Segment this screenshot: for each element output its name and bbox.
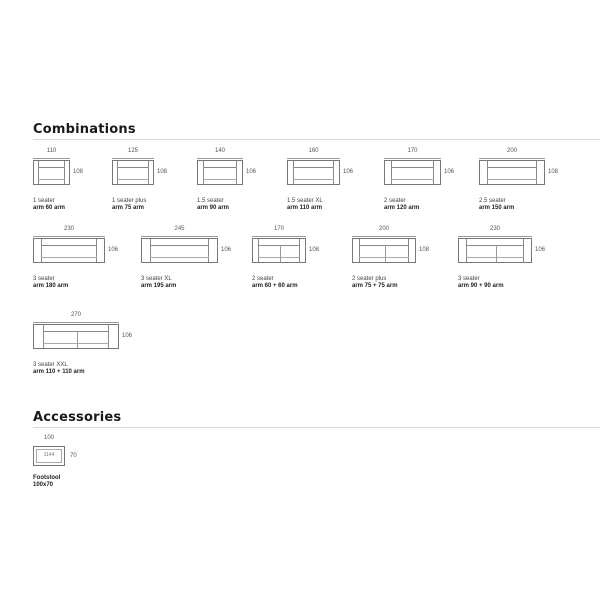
arm-configuration: arm 180 arm xyxy=(33,283,69,289)
sofa-plan-drawing xyxy=(252,238,306,263)
arm-configuration: arm 150 arm xyxy=(479,205,515,211)
seat-front-edge xyxy=(293,179,334,180)
arm-configuration: arm 195 arm xyxy=(141,283,177,289)
accessory-name: Footstool xyxy=(33,475,61,481)
backrest xyxy=(150,239,209,246)
width-dimension: 230 xyxy=(63,226,74,232)
depth-dimension: 106 xyxy=(343,168,354,175)
depth-dimension: 106 xyxy=(535,246,546,253)
right-arm xyxy=(433,161,440,184)
depth-dimension: 108 xyxy=(157,168,168,175)
backrest xyxy=(43,325,109,332)
combination-name: 1.5 seater XL xyxy=(287,198,323,204)
width-dimension-line xyxy=(287,158,340,159)
combination-name: 3 seater XL xyxy=(141,276,172,282)
sofa-plan-drawing xyxy=(197,160,243,185)
right-arm xyxy=(536,161,544,184)
sofa-plan-drawing xyxy=(384,160,441,185)
seat-divider xyxy=(496,245,497,262)
width-dimension-line xyxy=(384,158,441,159)
combination-name: 2 seater xyxy=(252,276,274,282)
right-arm xyxy=(108,325,118,348)
depth-dimension: 106 xyxy=(246,168,257,175)
combination-name: 3 seater xyxy=(33,276,55,282)
backrest xyxy=(391,161,434,168)
width-dimension-line xyxy=(141,236,218,237)
seat-front-edge xyxy=(43,343,109,344)
width-dimension: 100 xyxy=(43,435,54,441)
depth-dimension: 106 xyxy=(444,168,455,175)
sofa-plan-drawing xyxy=(479,160,545,185)
right-arm xyxy=(523,239,531,262)
arm-configuration: arm 90 arm xyxy=(197,205,230,211)
depth-dimension: 106 xyxy=(221,246,232,253)
width-dimension: 270 xyxy=(70,312,81,318)
accessory-size: 100x70 xyxy=(33,482,54,488)
backrest xyxy=(258,239,300,246)
width-dimension-line xyxy=(458,236,532,237)
seat-divider xyxy=(280,245,281,262)
depth-dimension: 108 xyxy=(309,246,320,253)
width-dimension-line xyxy=(112,158,154,159)
width-dimension: 200 xyxy=(506,148,517,154)
sofa-plan-drawing xyxy=(287,160,340,185)
combinations-divider xyxy=(33,139,600,140)
seat-divider xyxy=(385,245,386,262)
arm-configuration: arm 90 + 90 arm xyxy=(458,283,504,289)
arm-configuration: arm 75 + 75 arm xyxy=(352,283,398,289)
seat-front-edge xyxy=(391,179,434,180)
accessories-title: Accessories xyxy=(33,410,122,425)
sofa-plan-drawing xyxy=(112,160,154,185)
combination-name: 1.5 seater xyxy=(197,198,224,204)
backrest xyxy=(203,161,237,168)
backrest xyxy=(117,161,149,168)
arm-configuration: arm 110 arm xyxy=(287,205,323,211)
depth-dimension: 108 xyxy=(73,168,84,175)
depth-dimension: 108 xyxy=(419,246,430,253)
combination-name: 1 seater plus xyxy=(112,198,147,204)
seat-front-edge xyxy=(258,257,300,258)
footstool-code: 1144 xyxy=(43,452,55,458)
sofa-plan-drawing xyxy=(33,160,70,185)
seat-front-edge xyxy=(203,179,237,180)
seat-front-edge xyxy=(117,179,149,180)
width-dimension-line xyxy=(352,236,416,237)
footstool-plan-drawing xyxy=(33,446,65,466)
backrest xyxy=(359,239,409,246)
width-dimension: 245 xyxy=(174,226,185,232)
arm-configuration: arm 60 + 60 arm xyxy=(252,283,298,289)
right-arm xyxy=(96,239,104,262)
depth-dimension: 108 xyxy=(548,168,559,175)
width-dimension: 110 xyxy=(46,148,57,154)
combination-name: 2 seater xyxy=(384,198,406,204)
backrest xyxy=(38,161,65,168)
width-dimension: 160 xyxy=(308,148,319,154)
sofa-plan-drawing xyxy=(33,324,119,349)
width-dimension-line xyxy=(33,236,105,237)
depth-dimension: 70 xyxy=(70,453,77,459)
seat-divider xyxy=(77,331,78,348)
backrest xyxy=(487,161,537,168)
width-dimension: 125 xyxy=(127,148,138,154)
backrest xyxy=(293,161,334,168)
accessories-divider xyxy=(33,427,600,428)
arm-configuration: arm 75 arm xyxy=(112,205,145,211)
backrest xyxy=(466,239,524,246)
width-dimension-line xyxy=(479,158,545,159)
width-dimension: 200 xyxy=(378,226,389,232)
width-dimension: 170 xyxy=(273,226,284,232)
combination-name: 3 seater xyxy=(458,276,480,282)
seat-front-edge xyxy=(150,257,209,258)
arm-configuration: arm 110 + 110 arm xyxy=(33,369,85,375)
seat-front-edge xyxy=(41,257,97,258)
sofa-plan-drawing xyxy=(458,238,532,263)
seat-front-edge xyxy=(38,179,65,180)
arm-configuration: arm 120 arm xyxy=(384,205,420,211)
depth-dimension: 106 xyxy=(122,332,133,339)
sofa-plan-drawing xyxy=(352,238,416,263)
depth-dimension: 106 xyxy=(108,246,119,253)
combinations-title: Combinations xyxy=(33,122,136,137)
seat-front-edge xyxy=(359,257,409,258)
width-dimension-line xyxy=(33,322,119,323)
seat-front-edge xyxy=(466,257,524,258)
sofa-plan-drawing xyxy=(141,238,218,263)
combination-name: 2.5 seater xyxy=(479,198,506,204)
width-dimension: 170 xyxy=(407,148,418,154)
combination-name: 2 seater plus xyxy=(352,276,387,282)
right-arm xyxy=(408,239,415,262)
width-dimension-line xyxy=(197,158,243,159)
right-arm xyxy=(208,239,217,262)
backrest xyxy=(41,239,97,246)
arm-configuration: arm 60 arm xyxy=(33,205,66,211)
seat-front-edge xyxy=(487,179,537,180)
combination-name: 1 seater xyxy=(33,198,55,204)
width-dimension-line xyxy=(33,158,70,159)
combination-name: 3 seater XXL xyxy=(33,362,68,368)
width-dimension: 230 xyxy=(489,226,500,232)
sofa-plan-drawing xyxy=(33,238,105,263)
width-dimension: 140 xyxy=(214,148,225,154)
width-dimension-line xyxy=(252,236,306,237)
